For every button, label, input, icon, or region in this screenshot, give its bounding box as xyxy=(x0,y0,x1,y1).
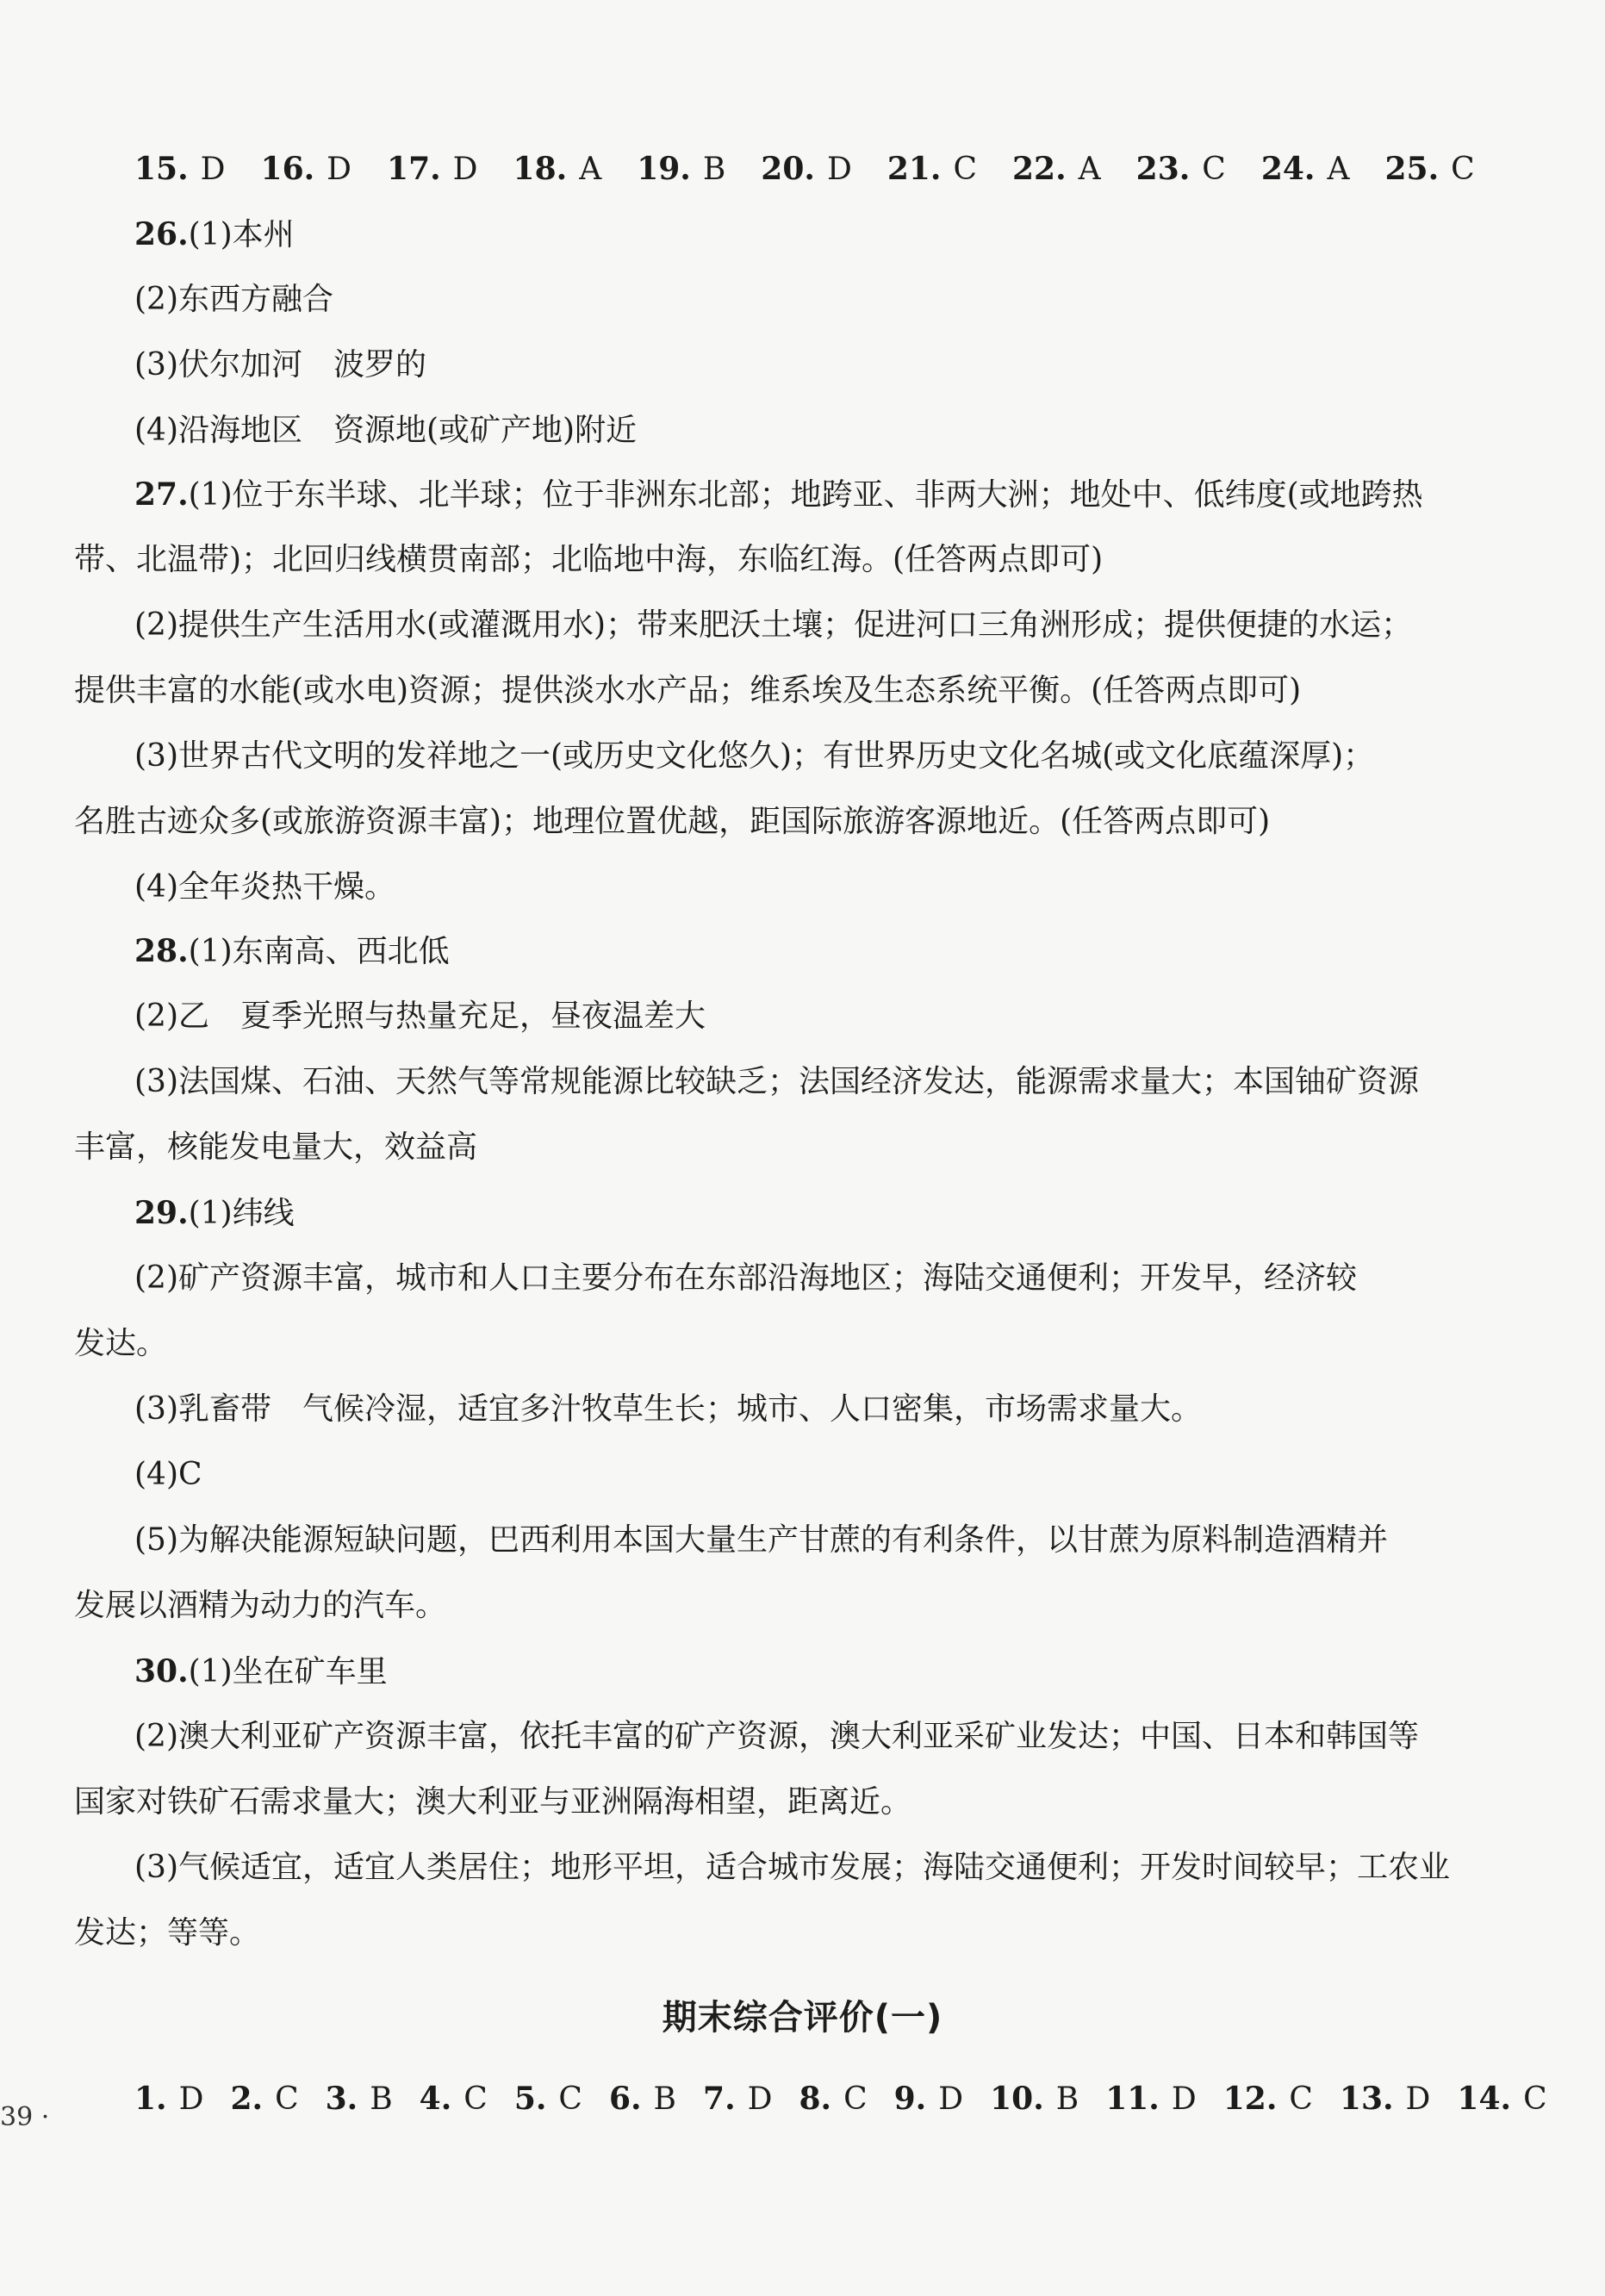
answer-item xyxy=(387,150,478,189)
answer-choice: B xyxy=(653,2081,677,2117)
q26-part2: (2)东西方融合 xyxy=(134,282,333,317)
answer-number: 4. xyxy=(419,2081,452,2117)
q29-part1: 29.(1)纬线 xyxy=(134,1195,295,1231)
answer-choice: D xyxy=(938,2081,964,2117)
answer-number: 8. xyxy=(799,2081,832,2117)
answer-choice: C xyxy=(1451,152,1475,187)
answer-item xyxy=(514,2080,582,2119)
q27-part2: (2)提供生产生活用水(或灌溉用水)；带来肥沃土壤；促进河口三角洲形成；提供便捷的水运； xyxy=(134,607,1413,643)
answer-item xyxy=(894,2080,963,2119)
answer-item xyxy=(887,150,977,189)
answer-number: 5. xyxy=(513,2081,547,2117)
section-title: 期末综合评价(一) xyxy=(662,1998,943,2038)
answer-number: 19. xyxy=(637,151,691,187)
answer-choice: C xyxy=(463,2081,488,2117)
answer-choice: D xyxy=(200,152,226,187)
answer-item xyxy=(703,2080,772,2119)
q28-number: 28. xyxy=(134,933,189,969)
answer-number: 15. xyxy=(134,151,189,187)
answer-item xyxy=(609,2080,676,2119)
answer-item xyxy=(637,150,725,189)
answer-choice: C xyxy=(558,2081,582,2117)
answer-item xyxy=(230,2080,298,2119)
q29-number: 29. xyxy=(134,1195,189,1231)
answer-choice: C xyxy=(1289,2081,1313,2117)
q28-part2: (2)乙 夏季光照与热量充足，昼夜温差大 xyxy=(134,999,706,1034)
answer-choice: D xyxy=(178,2081,204,2117)
q30-part3: (3)气候适宜，适宜人类居住；地形平坦，适合城市发展；海陆交通便利；开发时间较早；工农业 xyxy=(134,1850,1450,1885)
answer-item xyxy=(1340,2080,1431,2119)
answer-number: 3. xyxy=(325,2081,358,2117)
answer-number: 9. xyxy=(893,2081,927,2117)
q29-part5: (5)为解决能源短缺问题，巴西利用本国大量生产甘蔗的有利条件，以甘蔗为原料制造酒精并 xyxy=(134,1522,1388,1558)
answer-choice: A xyxy=(579,152,602,187)
answer-number: 18. xyxy=(513,151,568,187)
answer-number: 13. xyxy=(1339,2081,1394,2117)
q28-part3-cont: 丰富，核能发电量大，效益高 xyxy=(74,1129,478,1165)
q27-part3-cont: 名胜古迹众多(或旅游资源丰富)；地理位置优越，距国际旅游客源地近。(任答两点即可) xyxy=(74,804,1271,839)
answer-number: 7. xyxy=(703,2081,736,2117)
answer-choice: D xyxy=(452,152,478,187)
answer-item xyxy=(134,150,226,189)
q30-number: 30. xyxy=(134,1653,189,1689)
q26-part1: 26.(1)本州 xyxy=(134,216,295,252)
answer-number: 20. xyxy=(761,151,815,187)
answer-choice: C xyxy=(843,2081,868,2117)
q26-number: 26. xyxy=(134,216,189,252)
answer-number: 23. xyxy=(1135,151,1191,187)
answer-choice: B xyxy=(370,2081,393,2117)
answer-number: 11. xyxy=(1105,2081,1160,2117)
answer-item xyxy=(1261,150,1350,189)
q30-part1: 30.(1)坐在矿车里 xyxy=(134,1653,388,1689)
answer-item xyxy=(1457,2080,1546,2119)
answer-choice: A xyxy=(1327,152,1350,187)
answer-choice: B xyxy=(1055,2081,1079,2117)
answer-number: 24. xyxy=(1260,151,1316,187)
q27-number: 27. xyxy=(134,476,189,513)
answer-number: 21. xyxy=(886,151,942,187)
q30-part3-cont: 发达；等等。 xyxy=(74,1915,261,1951)
answer-choice: D xyxy=(826,152,852,187)
answer-number: 22. xyxy=(1012,151,1067,187)
q27-part2-cont: 提供丰富的水能(或水电)资源；提供淡水水产品；维系埃及生态系统平衡。(任答两点即可) xyxy=(74,673,1302,708)
answer-number: 10. xyxy=(990,2081,1044,2117)
q26-part4: (4)沿海地区 资源地(或矿产地)附近 xyxy=(134,413,638,448)
answer-choice: C xyxy=(275,2081,299,2117)
answer-item xyxy=(326,2080,393,2119)
q27-part4: (4)全年炎热干燥。 xyxy=(134,869,395,905)
answer-choice: B xyxy=(702,152,726,187)
answer-item xyxy=(761,150,852,189)
q30-part2: (2)澳大利亚矿产资源丰富，依托丰富的矿产资源，澳大利亚采矿业发达；中国、日本和韩国等 xyxy=(134,1719,1419,1754)
q29-part5-cont: 发展以酒精为动力的汽车。 xyxy=(74,1588,447,1623)
answer-choice: C xyxy=(953,152,977,187)
q30-part2-cont: 国家对铁矿石需求量大；澳大利亚与亚洲隔海相望，距离近。 xyxy=(74,1784,912,1820)
q27-part1: 27.(1)位于东半球、北半球；位于非洲东北部；地跨亚、非两大洲；地处中、低纬度(或地跨热 xyxy=(134,476,1423,513)
answer-item xyxy=(1136,150,1226,189)
answer-number: 12. xyxy=(1222,2081,1278,2117)
answer-item xyxy=(799,2080,867,2119)
q27-part1-cont: 带、北温带)；北回归线横贯南部；北临地中海，东临红海。(任答两点即可) xyxy=(74,542,1104,577)
q28-part1: 28.(1)东南高、西北低 xyxy=(134,933,450,969)
answer-number: 17. xyxy=(387,151,441,187)
answer-choice: D xyxy=(1171,2081,1197,2117)
answer-number: 25. xyxy=(1384,151,1440,187)
answer-item xyxy=(1012,150,1101,189)
answer-item xyxy=(990,2080,1079,2119)
answer-number: 2. xyxy=(230,2081,264,2117)
q27-part3: (3)世界古代文明的发祥地之一(或历史文化悠久)；有世界历史文化名城(或文化底蕴深厚)； xyxy=(134,738,1375,774)
answer-item xyxy=(420,2080,488,2119)
q29-part2: (2)矿产资源丰富，城市和人口主要分布在东部沿海地区；海陆交通便利；开发早，经济较 xyxy=(134,1260,1357,1296)
answer-item xyxy=(513,150,602,189)
answer-row-1-14 xyxy=(134,2080,1590,2119)
answer-item xyxy=(134,2080,203,2119)
answer-row-15-25 xyxy=(134,150,1590,189)
q29-part3: (3)乳畜带 气候冷湿，适宜多汁牧草生长；城市、人口密集，市场需求量大。 xyxy=(134,1391,1202,1427)
answer-choice: C xyxy=(1523,2081,1547,2117)
answer-item xyxy=(1384,150,1474,189)
q29-part2-cont: 发达。 xyxy=(74,1326,168,1361)
q29-part4: (4)C xyxy=(134,1457,202,1492)
answer-item xyxy=(1105,2080,1197,2119)
q28-part3: (3)法国煤、石油、天然气等常规能源比较缺乏；法国经济发达，能源需求量大；本国铀矿资源 xyxy=(134,1064,1419,1099)
answer-item xyxy=(1223,2080,1313,2119)
answer-choice: A xyxy=(1078,152,1101,187)
answer-number: 14. xyxy=(1457,2081,1512,2117)
answer-choice: D xyxy=(327,152,352,187)
answer-number: 16. xyxy=(260,151,315,187)
answer-number: 1. xyxy=(134,2081,167,2117)
answer-choice: D xyxy=(1405,2081,1431,2117)
page-number: 39 · xyxy=(0,2102,50,2132)
answer-item xyxy=(261,150,352,189)
answer-number: 6. xyxy=(608,2081,642,2117)
answer-choice: D xyxy=(747,2081,773,2117)
answer-choice: C xyxy=(1202,152,1226,187)
q26-part3: (3)伏尔加河 波罗的 xyxy=(134,347,426,383)
